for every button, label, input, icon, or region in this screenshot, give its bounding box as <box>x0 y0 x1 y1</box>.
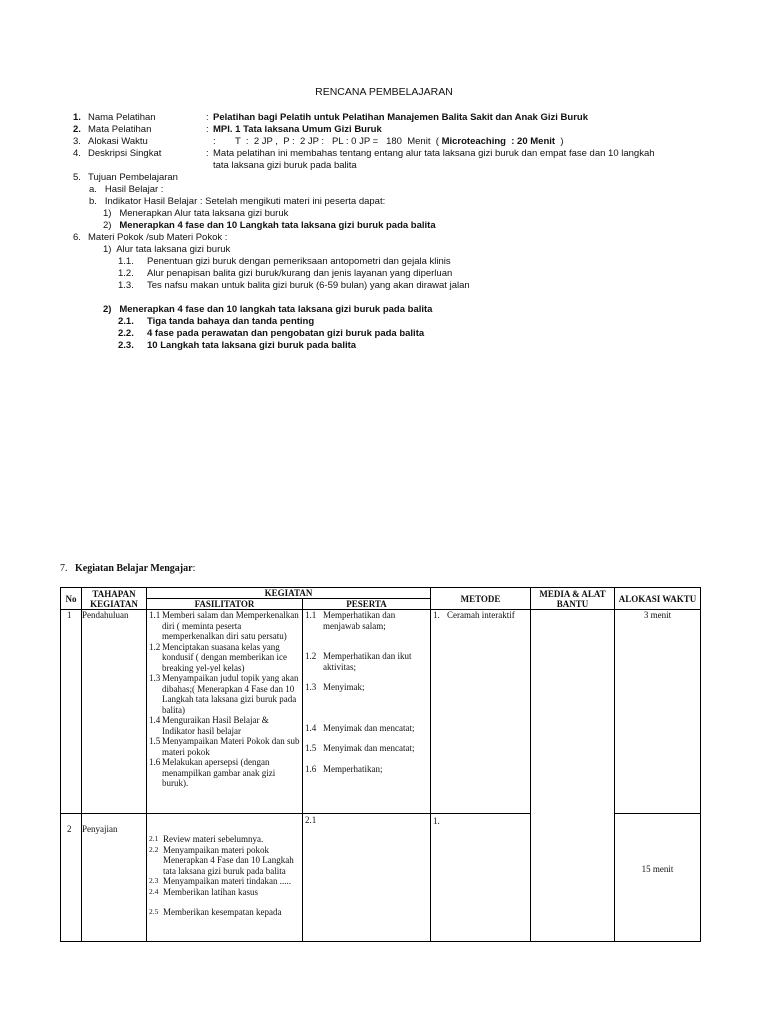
item-number: 1. <box>433 816 440 826</box>
item-number: 1.3 <box>149 673 161 683</box>
info-separator: : <box>206 148 209 159</box>
item-text: Menyampaikan materi tindakan ..... <box>163 876 291 886</box>
kbm-colon: : <box>192 563 196 574</box>
sub-materi-text: Penentuan gizi buruk dengan pemeriksaan antopometri dan gejala klinis <box>147 256 451 267</box>
item-text: Menyampaikan materi pokok Menerapkan 4 Fase dan 10 Langkah tata laksana gizi buruk pada balita <box>163 844 294 876</box>
header-peserta: PESERTA <box>303 599 431 610</box>
info-separator: : <box>206 124 209 135</box>
item-text: Memperhatikan dan ikut aktivitas; <box>323 651 412 672</box>
list-item <box>149 610 302 642</box>
alokasi-detail: T : 2 JP , P : 2 JP : PL : 0 JP = 180 Menit ( <box>235 136 439 147</box>
row-number: 2 <box>61 814 82 942</box>
sub-materi-text: 10 Langkah tata laksana gizi buruk pada balita <box>147 340 357 351</box>
item-text: Memberikan kesempatan kepada <box>163 907 282 917</box>
item-number: 1. <box>433 610 440 620</box>
item-text <box>323 815 428 826</box>
item-number: 1.3 <box>305 682 317 692</box>
info-value-alokasi-waktu <box>235 136 564 147</box>
info-number: 1. <box>73 112 81 123</box>
item-number: 2.4 <box>149 886 159 896</box>
sub-materi-number: 1.3. <box>118 280 134 291</box>
sub-materi-number: 1.2. <box>118 268 134 279</box>
list-item <box>305 610 430 631</box>
peserta-cell <box>303 610 431 814</box>
item-text: Melakukan apersepsi (dengan menampilkan gambar anak gizi buruk). <box>162 757 276 788</box>
item-text: Menyampaikan judul topik yang akan dibahas;( Menerapkan 4 Fase dan 10 Langkah tata laksana gizi buruk pada balita) <box>162 673 299 715</box>
kbm-label: Kegiatan Belajar Mengajar <box>75 563 193 574</box>
materi-number: 6. <box>73 232 81 243</box>
list-item <box>149 642 302 674</box>
item-text: Menyimak; <box>323 682 365 692</box>
info-label: Nama Pelatihan <box>88 112 156 123</box>
info-value-deskripsi-line1: Mata pelatihan ini membahas tentang entang alur tata laksana gizi buruk dan empat fase dan 10 langkah <box>213 148 655 159</box>
sub-materi-text: Alur penapisan balita gizi buruk/kurang dan jenis layanan yang diperluan <box>147 268 453 279</box>
sub-materi-text: 4 fase pada perawatan dan pengobatan gizi buruk pada balita <box>147 328 425 339</box>
microteaching-label: Microteaching : 20 Menit <box>441 136 556 147</box>
info-separator: : <box>206 112 209 123</box>
list-item <box>149 834 302 845</box>
item-number: 1.4 <box>149 715 161 725</box>
sub-materi-number: 1.1. <box>118 256 134 267</box>
info-value-deskripsi-line2: tata laksana gizi buruk pada balita <box>213 160 357 171</box>
table-row <box>61 610 701 814</box>
kegiatan-table <box>60 587 701 942</box>
alokasi-close-paren: ) <box>560 136 564 147</box>
peserta-cell <box>303 814 431 942</box>
item-number: 1.2 <box>305 651 317 661</box>
item-text: Memperhatikan; <box>323 763 383 774</box>
sub-materi-number: 2.2. <box>118 328 134 339</box>
kbm-number: 7. <box>60 563 68 574</box>
tujuan-number: 5. <box>73 172 81 183</box>
item-text: Menyimak dan mencatat; <box>323 722 415 733</box>
item-text: Review materi sebelumnya. <box>163 834 264 844</box>
sub-materi-text: Tiga tanda bahaya dan tanda penting <box>147 316 315 327</box>
item-number: 2.3 <box>149 876 159 885</box>
item-number: 2.2 <box>149 844 159 854</box>
list-item <box>149 736 302 757</box>
item-number: 2.1 <box>305 815 317 825</box>
sub-materi-number: 2.1. <box>118 316 134 327</box>
materi-item: 1) Alur tata laksana gizi buruk <box>103 244 231 255</box>
row-tahapan: Penyajian <box>82 814 147 942</box>
item-text: Memperhatikan dan menjawab salam; <box>323 610 396 631</box>
item-text: Ceramah interaktif <box>447 610 515 620</box>
item-text: Memberi salam dan Memperkenalkan diri ( meminta peserta memperkenalkan diri satu persatu) <box>162 610 299 641</box>
indikator-text: Menerapkan 4 fase dan 10 Langkah tata laksana gizi buruk pada balita <box>119 220 436 231</box>
list-item <box>149 715 302 736</box>
alokasi-cell: 3 menit <box>615 610 701 814</box>
list-item <box>149 907 302 918</box>
item-number: 1.1 <box>149 610 161 620</box>
list-item <box>305 651 430 672</box>
info-label: Alokasi Waktu <box>88 136 148 147</box>
row-number: 1 <box>61 610 82 814</box>
header-alokasi: ALOKASI WAKTU <box>615 588 701 610</box>
header-no: No <box>61 588 82 610</box>
list-item <box>149 673 302 715</box>
header-media: MEDIA & ALAT BANTU <box>531 588 615 610</box>
info-label: Deskripsi Singkat <box>88 148 162 159</box>
list-item <box>149 887 302 898</box>
info-number: 3. <box>73 136 81 147</box>
list-item <box>305 815 428 826</box>
indikator-item: 1) Menerapkan Alur tata laksana gizi buruk <box>103 208 289 219</box>
item-number: 1.6 <box>305 763 317 774</box>
info-number: 2. <box>73 124 81 135</box>
row-tahapan: Pendahuluan <box>82 610 147 814</box>
hasil-belajar: a. Hasil Belajar : <box>89 184 164 195</box>
item-number: 1.6 <box>149 757 161 767</box>
list-item <box>149 845 302 877</box>
list-item <box>149 876 302 887</box>
materi-heading: Materi Pokok /sub Materi Pokok : <box>88 232 228 243</box>
item-text <box>447 816 530 827</box>
item-number: 2.5 <box>149 907 159 916</box>
item-text: Memberikan latihan kasus <box>163 886 258 897</box>
indikator-item-bold <box>103 220 436 231</box>
item-number: 1.5 <box>149 736 161 746</box>
item-text: Menyimak dan mencatat; <box>323 743 415 753</box>
info-separator: : <box>213 136 216 147</box>
item-number: 2.1 <box>149 834 159 843</box>
list-item <box>305 723 430 734</box>
header-fasilitator: FASILITATOR <box>147 599 303 610</box>
item-number: 1.5 <box>305 743 317 753</box>
header-tahapan: TAHAPAN KEGIATAN <box>82 588 147 610</box>
indikator-number: 2) <box>103 220 120 231</box>
list-item <box>305 764 430 775</box>
fasilitator-cell <box>147 814 303 942</box>
materi-item-bold: 2) Menerapkan 4 fase dan 10 langkah tata laksana gizi buruk pada balita <box>103 304 433 315</box>
item-text: Menyampaikan Materi Pokok dan sub materi pokok <box>162 736 300 757</box>
list-item <box>305 682 430 693</box>
info-number: 4. <box>73 148 81 159</box>
info-value-mata-pelatihan: MPI. 1 Tata laksana Umum Gizi Buruk <box>213 124 382 135</box>
item-number: 1.2 <box>149 641 161 652</box>
sub-materi-text: Tes nafsu makan untuk balita gizi buruk (6-59 bulan) yang akan dirawat jalan <box>147 280 470 291</box>
indikator-hasil-belajar: b. Indikator Hasil Belajar : Setelah mengikuti materi ini peserta dapat: <box>89 196 386 207</box>
item-text: Menciptakan suasana kelas yang kondusif ( dengan memberikan ice breaking yel-yel kelas) <box>162 641 287 673</box>
info-value-nama-pelatihan: Pelatihan bagi Pelatih untuk Pelatihan Manajemen Balita Sakit dan Anak Gizi Buruk <box>213 112 588 123</box>
alokasi-cell: 15 menit <box>615 814 701 942</box>
metode-cell <box>431 814 531 942</box>
sub-materi-number: 2.3. <box>118 340 134 351</box>
info-label: Mata Pelatihan <box>88 124 152 135</box>
list-item <box>431 610 530 621</box>
list-item <box>305 743 430 754</box>
header-metode: METODE <box>431 588 531 610</box>
item-number: 1.4 <box>305 722 317 733</box>
document-title: RENCANA PEMBELAJARAN <box>315 86 453 98</box>
list-item <box>431 816 530 827</box>
tujuan-heading: Tujuan Pembelajaran <box>88 172 178 183</box>
item-text: Menguraikan Hasil Belajar & Indikator hasil belajar <box>162 715 269 736</box>
fasilitator-cell <box>147 610 303 814</box>
list-item <box>149 757 302 789</box>
metode-cell <box>431 610 531 814</box>
item-number: 1.1 <box>305 610 317 620</box>
kbm-heading <box>60 563 195 574</box>
media-cell <box>531 610 615 942</box>
header-kegiatan: KEGIATAN <box>147 588 431 599</box>
